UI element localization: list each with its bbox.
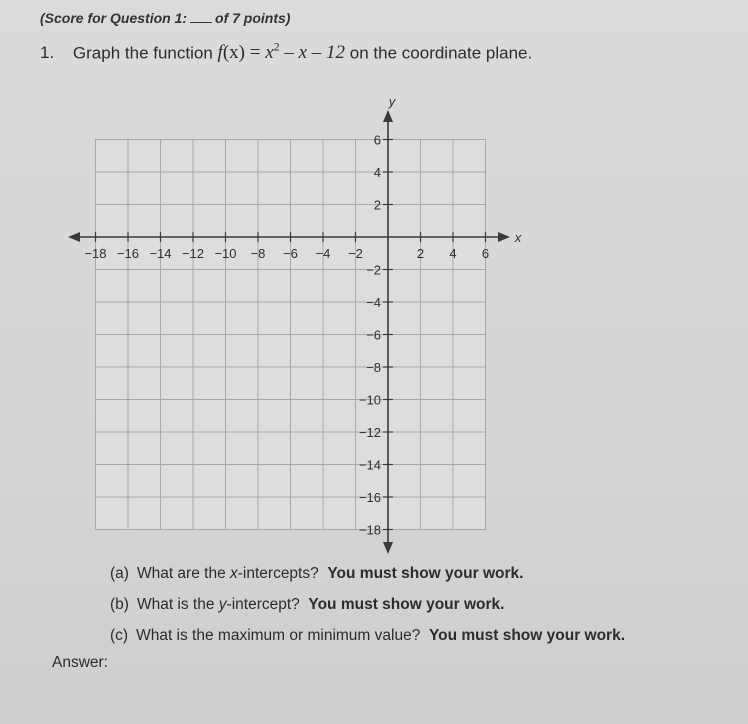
x-axis-label: x [514,230,522,245]
part-b-post: -intercept? [226,596,300,613]
x-axis-left-arrow [68,232,80,242]
part-b-pre: What is the [136,596,219,613]
part-b-instruction: You must show your work. [308,596,505,613]
y-tick-label: −14 [358,457,381,473]
y-axis-top-arrow [383,110,393,122]
x-axis-right-arrow [498,232,510,242]
y-tick-label: 6 [373,132,381,148]
y-tick-label: −4 [366,295,381,310]
part-a-instruction: You must show your work. [327,565,524,582]
part-a-var: x [230,565,238,582]
x-tick-label: −10 [214,246,237,261]
x-tick-label: −6 [283,246,298,261]
part-b [110,595,625,626]
x-tick-label: −8 [250,246,266,261]
y-tick-label: −16 [358,490,381,505]
equals-sign: = [249,42,261,64]
question-number: 1. [40,43,55,63]
y-tick-label: −18 [358,522,381,538]
part-a-pre: What are the [136,565,230,582]
part-a-post: -intercepts? [237,565,319,582]
sub-questions [110,564,625,657]
part-c-label: (c) [110,627,129,644]
part-b-label: (b) [110,596,129,613]
exponent: 2 [273,40,280,54]
x-tick-label: 6 [481,246,490,261]
part-c-pre: What is the maximum or minimum value? [136,627,421,644]
y-tick-label: −8 [366,360,381,375]
y-tick-label: −10 [358,392,381,408]
y-axis-label: y [388,94,396,109]
x-tick-label: 2 [416,246,425,261]
y-axis-bottom-arrow [383,542,393,554]
x-tick-label: 4 [449,246,457,261]
part-b-var: y [218,596,227,613]
x-tick-label: −2 [348,246,363,261]
score-suffix: of 7 points) [215,10,291,26]
score-prefix: (Score for Question 1: [40,10,188,26]
x-variable: x [265,42,274,64]
question-text-before: Graph the function [72,43,213,63]
y-tick-label: −12 [358,425,381,440]
function-rest: – x – 12 [284,42,346,64]
y-tick-label: −2 [366,262,381,278]
x-tick-label: −14 [149,246,172,261]
y-tick-label: 4 [373,165,381,180]
x-tick-label: −4 [315,246,331,261]
x-tick-label: −18 [84,246,107,261]
x-tick-label: −16 [116,246,140,261]
question-text-after: on the coordinate plane. [349,43,533,63]
part-a [110,564,625,595]
function-arg: (x) [222,42,245,64]
y-tick-label: 2 [373,197,381,213]
grid [96,140,486,530]
y-tick-label: −6 [366,327,381,343]
part-c-instruction: You must show your work. [428,627,626,644]
x-tick-label: −12 [181,246,205,261]
answer-label: Answer: [52,654,108,671]
function-name: f [217,42,223,64]
part-a-label: (a) [110,565,129,582]
part-c [110,626,625,657]
